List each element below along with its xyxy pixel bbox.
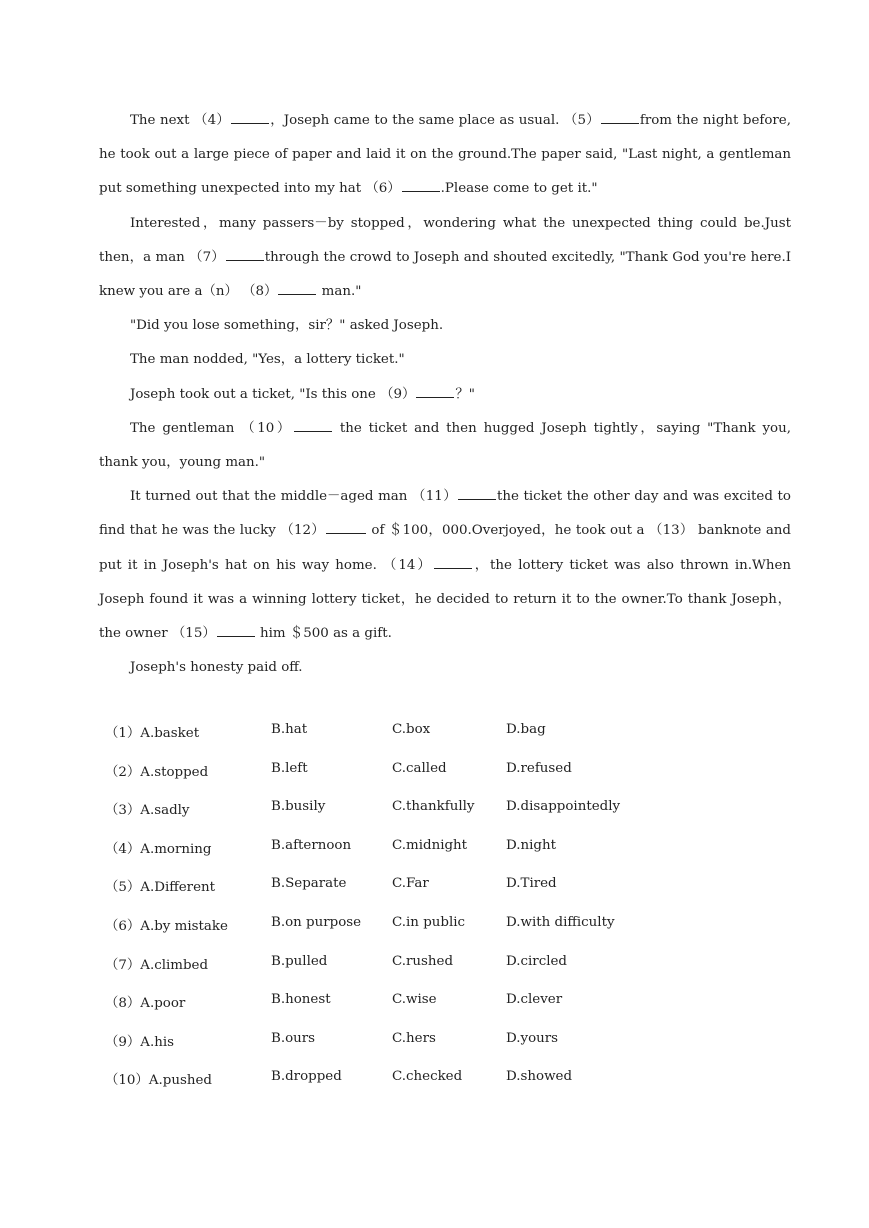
blank-6 — [402, 179, 440, 192]
text: ，the lottery ticket was also thrown in.When Joseph found it was a winning lottery ticket，he decided to return it to the owner.To thank Joseph，the owner （15） — [99, 557, 791, 642]
option-c: C.called — [392, 760, 447, 776]
option-b: B.Separate — [271, 876, 347, 892]
option-b: B.afternoon — [271, 837, 352, 853]
option-d: D.circled — [506, 953, 567, 969]
text: him ＄500 as a gift. — [255, 626, 392, 642]
blank-11 — [458, 487, 496, 500]
option-row — [105, 761, 705, 800]
option-a: （3）A.sadly — [105, 803, 190, 819]
option-c: C.in public — [392, 914, 466, 930]
option-row — [105, 1069, 705, 1108]
option-c: C.midnight — [392, 837, 468, 853]
option-row — [105, 992, 705, 1031]
option-a: （8）A.poor — [105, 996, 186, 1012]
option-b: B.pulled — [271, 953, 328, 969]
option-c: C.rushed — [392, 953, 454, 969]
option-d: D.refused — [506, 760, 572, 776]
text: the ticket the other day and was excited to find that he was the lucky （12） — [99, 489, 791, 539]
passage — [99, 104, 791, 685]
option-a: （1）A.basket — [105, 726, 200, 741]
option-a: （2）A.stopped — [105, 764, 209, 780]
option-row — [105, 838, 705, 877]
option-d: D.showed — [506, 1069, 573, 1085]
blank-7 — [226, 248, 264, 261]
blank-14 — [434, 556, 472, 569]
option-a: （5）A.Different — [105, 880, 216, 896]
text: man." — [317, 284, 362, 300]
option-d: D.bag — [506, 722, 546, 737]
option-row — [105, 722, 705, 761]
option-c: C.hers — [392, 1030, 436, 1046]
text: Joseph took out a ticket, "Is this one （9） — [130, 386, 416, 402]
option-b: B.left — [271, 760, 308, 776]
answer-options — [105, 722, 705, 1108]
blank-5 — [601, 111, 639, 124]
option-d: D.with difficulty — [506, 914, 615, 930]
option-a: （9）A.his — [105, 1034, 175, 1050]
paragraph-4: The man nodded, "Yes，a lottery ticket." — [130, 352, 405, 368]
option-b: B.busily — [271, 799, 326, 815]
option-row — [105, 876, 705, 915]
option-d: D.night — [506, 837, 556, 853]
option-b: B.hat — [271, 722, 308, 737]
paragraph-6 — [99, 412, 791, 480]
option-c: C.wise — [392, 992, 437, 1008]
option-d: D.disappointedly — [506, 799, 621, 815]
text: It turned out that the middle－aged man （11） — [130, 489, 457, 505]
blank-8 — [278, 282, 316, 295]
blank-9 — [416, 385, 454, 398]
option-row — [105, 1031, 705, 1070]
paragraph-2 — [99, 207, 791, 310]
option-d: D.Tired — [506, 876, 557, 892]
text: Interested，many passers－by stopped，wondering what the unexpected thing could be.Just then，a man （7） — [99, 215, 791, 265]
blank-4 — [231, 111, 269, 124]
option-b: B.ours — [271, 1030, 316, 1046]
paragraph-1 — [99, 104, 791, 207]
text: the ticket and then hugged Joseph tightly，saying "Thank you, thank you，young man." — [99, 420, 792, 471]
text: The gentleman （10） — [130, 420, 293, 436]
option-c: C.thankfully — [392, 799, 475, 815]
option-b: B.on purpose — [271, 914, 362, 930]
option-d: D.yours — [506, 1030, 559, 1046]
text: ，Joseph came to the same place as usual. （5） — [269, 113, 600, 128]
blank-15 — [217, 624, 255, 637]
option-c: C.Far — [392, 876, 429, 892]
option-b: B.honest — [271, 992, 331, 1008]
option-c: C.checked — [392, 1069, 463, 1085]
option-d: D.clever — [506, 992, 563, 1008]
text: from the night before, he took out a large piece of paper and laid it on the ground.The paper said, "Last night, a gentleman put something unexpected into my hat （6） — [99, 113, 791, 197]
text: The next （4） — [130, 113, 230, 128]
option-a: （10）A.pushed — [105, 1073, 212, 1089]
text: through the crowd to Joseph and shouted excitedly, "Thank God you're here.I knew you are a（n） （8） — [99, 249, 792, 300]
text: of ＄100，000.Overjoyed，he took out a （13） banknote and put it in Joseph's hat on his way home. （14） — [99, 523, 791, 573]
option-a: （4）A.morning — [105, 841, 212, 857]
paragraph-8: Joseph's honesty paid off. — [130, 660, 303, 676]
text: .Please come to get it." — [440, 181, 598, 197]
blank-12 — [326, 521, 366, 534]
option-c: C.box — [392, 722, 431, 737]
option-row — [105, 915, 705, 954]
option-a: （7）A.climbed — [105, 957, 209, 973]
blank-10 — [294, 419, 332, 432]
option-row — [105, 954, 705, 993]
text: ？" — [455, 386, 475, 402]
paragraph-5 — [99, 378, 791, 412]
option-row — [105, 799, 705, 838]
option-a: （6）A.by mistake — [105, 918, 228, 934]
paragraph-7 — [99, 480, 791, 651]
option-b: B.dropped — [271, 1069, 342, 1085]
paragraph-3: "Did you lose something，sir？" asked Joseph. — [130, 318, 444, 334]
